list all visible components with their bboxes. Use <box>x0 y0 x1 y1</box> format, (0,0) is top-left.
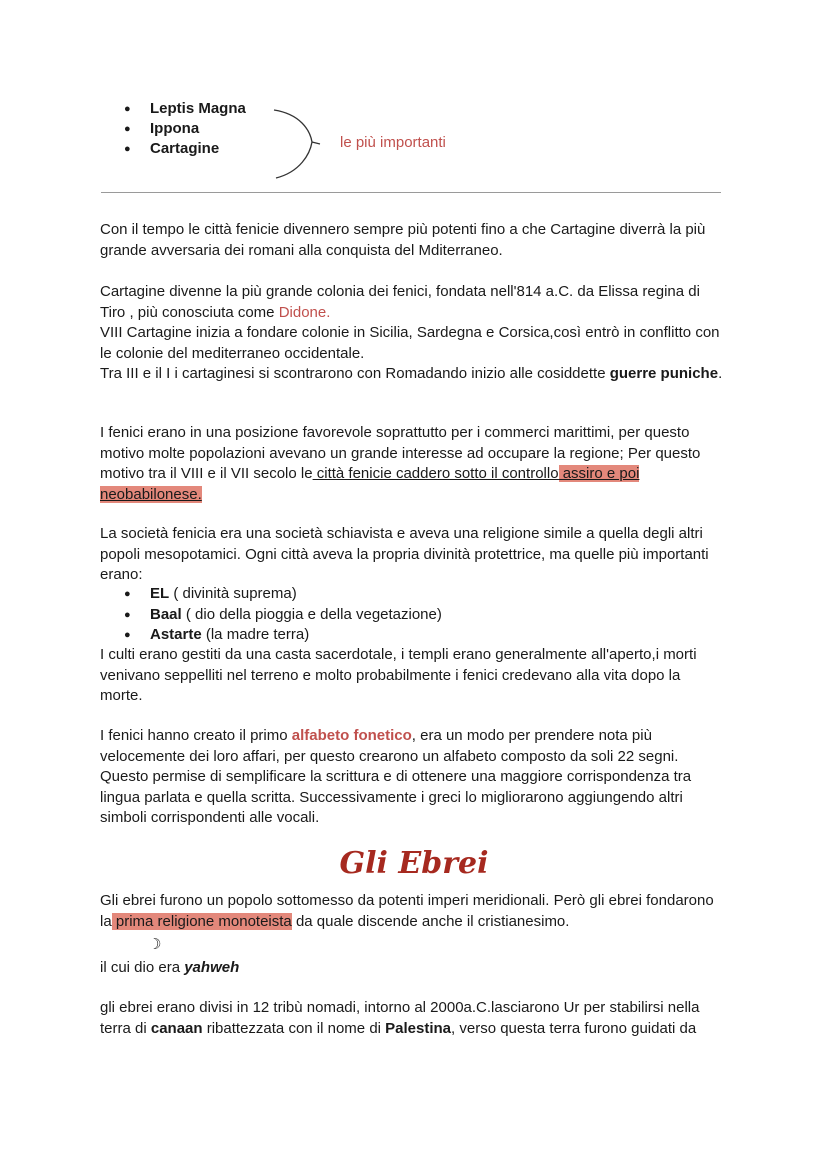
paragraph-text: Gli ebrei furono un popolo sottomesso da potenti imperi meridionali. Però gli ebrei fondarono la <box>100 892 714 930</box>
down-arrow-icon: ☽ <box>148 936 162 953</box>
deity-name: Baal <box>150 605 182 623</box>
paragraph-text: I culti erano gestiti da una casta sacerdotale, i templi erano generalmente all'aperto,i morti venivano seppelliti nel terreno e molto probabilmente i fenici credevano alla vita dopo la morte. <box>100 646 697 704</box>
highlighted-text: prima religione monoteista <box>111 912 292 930</box>
brace-label: le più importanti <box>340 134 446 151</box>
paragraph-text: La società fenicia era una società schiavista e aveva una religione simile a quella degli altri popoli mesopotamici. Ogni città aveva la propria divinità protettrice, ma quelle più importanti erano: <box>100 525 709 583</box>
paragraph-text: . <box>718 365 723 382</box>
deity-desc: (la madre terra) <box>201 626 310 643</box>
paragraph <box>100 524 725 586</box>
paragraph <box>100 998 725 1039</box>
paragraph-text: ribattezzata con il nome di <box>202 1019 386 1037</box>
divider <box>101 192 721 193</box>
paragraph-text: , verso questa terra furono guidati da <box>451 1019 697 1037</box>
paragraph <box>100 423 725 505</box>
red-text: Didone. <box>278 303 331 321</box>
paragraph-text: VIII Cartagine inizia a fondare colonie in Sicilia, Sardegna e Corsica,così entrò in conflitto con le colonie del mediterraneo occidentale. <box>100 324 720 362</box>
list-item: ● Cartagine <box>120 139 246 159</box>
paragraph <box>100 645 725 707</box>
list-item <box>120 584 442 605</box>
bold-italic-text: yahweh <box>184 959 240 976</box>
paragraph-text: Tra III e il I i cartaginesi si scontrarono con Romadando inizio alle cosiddette <box>100 365 610 382</box>
deity-name: Astarte <box>150 626 202 643</box>
paragraph-text: da quale discende anche il cristianesimo. <box>291 912 570 930</box>
paragraph-text: Cartagine divenne la più grande colonia dei fenici, fondata nell'814 a.C. da Elissa regina di Tiro , più conosciuta come <box>100 283 700 321</box>
paragraph-text: gli ebrei erano divisi in 12 tribù nomadi, intorno al 2000a.C.lasciarono Ur per stabilirsi nella terra di <box>100 999 700 1037</box>
paragraph <box>100 891 725 932</box>
deity-name: EL <box>150 585 170 602</box>
bold-text: Palestina <box>385 1019 452 1037</box>
list-item: ● Ippona <box>120 119 246 139</box>
paragraph-text: I fenici hanno creato il primo <box>100 727 292 744</box>
paragraph-text: il cui dio era <box>100 959 185 976</box>
cities-list <box>120 99 246 159</box>
paragraph <box>100 726 725 829</box>
deity-desc: ( divinità suprema) <box>169 585 297 602</box>
paragraph-text: , era un modo per prendere nota più velocemente dei loro affari, per questo crearono un alfabeto composto da soli 22 segni. Questo permise di semplificare la scrittura e di ottenere una maggiore corrispondenza tra lingua parlata e quella scritta. Successivamente i greci lo migliorarono aggiungendo altri simboli corrispondenti alle vocali. <box>100 727 692 826</box>
deity-desc: ( dio della pioggia e della vegetazione) <box>181 605 442 623</box>
section-heading: Gli Ebrei <box>339 846 489 881</box>
curly-brace-icon <box>272 108 322 180</box>
underlined-text: città fenicie caddero sotto il controllo <box>312 465 559 482</box>
paragraph <box>100 220 725 261</box>
highlighted-text: assiro e poi neobabilonese. <box>100 465 640 503</box>
list-item <box>120 605 442 626</box>
list-item <box>120 625 442 646</box>
paragraph <box>100 282 725 385</box>
bold-text: canaan <box>150 1019 203 1037</box>
paragraph-text: Con il tempo le città fenicie divennero sempre più potenti fino a che Cartagine diverrà la più grande avversaria dei romani alla conquista del Mditerraneo. <box>100 221 706 259</box>
deities-list <box>120 584 442 646</box>
list-item: ● Leptis Magna <box>120 99 246 119</box>
bold-text: guerre puniche <box>609 365 719 382</box>
paragraph <box>100 958 725 979</box>
red-bold-text: alfabeto fonetico <box>291 727 412 744</box>
paragraph-text: I fenici erano in una posizione favorevole soprattutto per i commerci marittimi, per questo motivo molte popolazioni avevano un grande interesse ad occupare la regione; Per questo motivo tra il VIII e il VII secolo le <box>100 424 701 482</box>
